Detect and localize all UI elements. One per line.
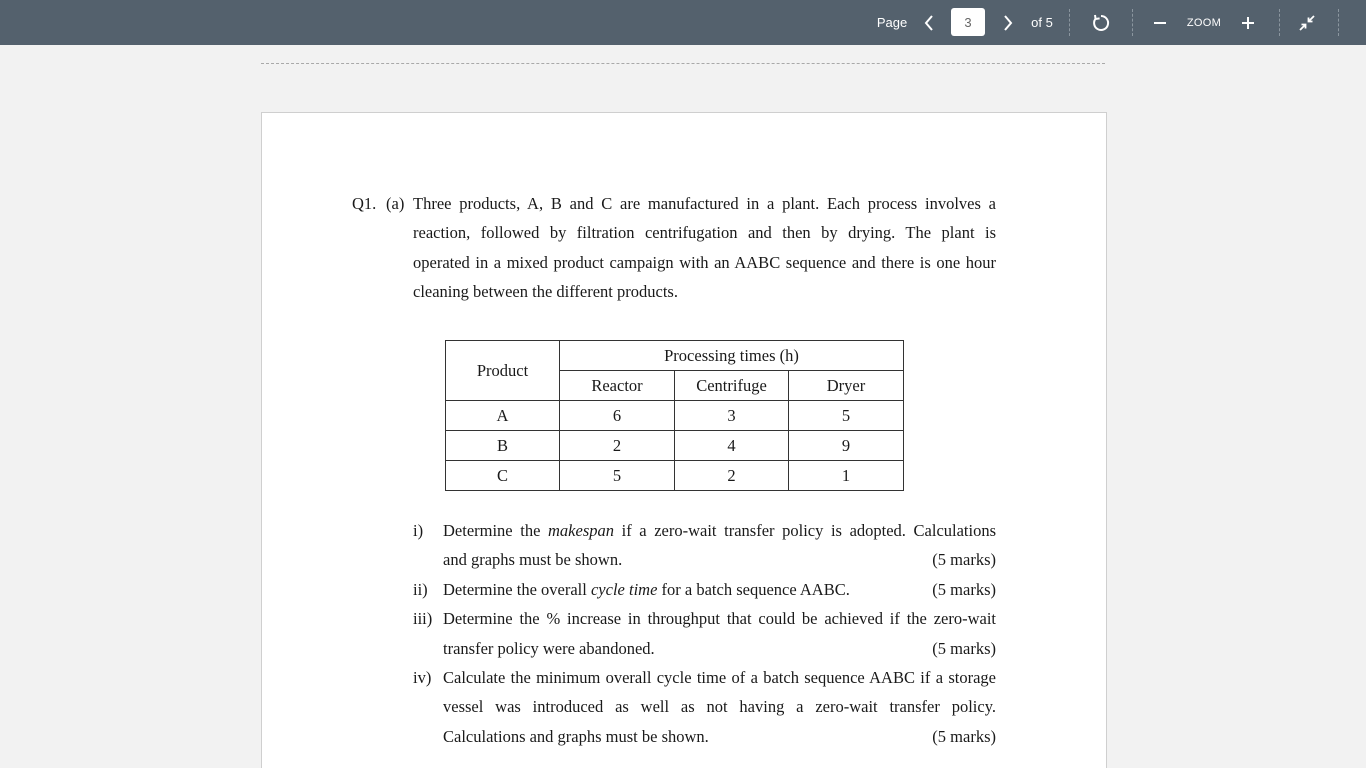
intro-line-3: operated in a mixed product campaign with an AABC sequence and there is one hour	[413, 253, 996, 272]
table-cell: 5	[789, 401, 904, 431]
question-number: Q1.	[352, 194, 377, 213]
product-header: Product	[446, 341, 560, 401]
subquestion-iii-line-1: Determine the % increase in throughput that could be achieved if the zero-wait	[443, 609, 996, 628]
column-header-reactor: Reactor	[560, 371, 675, 401]
table-cell: 4	[675, 431, 789, 461]
processing-times-table	[445, 340, 904, 491]
table-row	[446, 431, 904, 461]
toolbar-divider	[1279, 9, 1280, 36]
subquestion-ii-marks: (5 marks)	[932, 580, 996, 599]
subquestion-i-label: i)	[413, 521, 424, 540]
plus-icon	[1241, 16, 1255, 30]
exit-fullscreen-button[interactable]	[1295, 0, 1319, 45]
zoom-out-button[interactable]	[1150, 0, 1170, 45]
toolbar-divider	[1132, 9, 1133, 36]
subquestion-i-marks: (5 marks)	[932, 550, 996, 569]
table-cell: 6	[560, 401, 675, 431]
table-cell: 9	[789, 431, 904, 461]
subquestion-iv-label: iv)	[413, 668, 432, 687]
collapse-icon	[1298, 14, 1316, 32]
subquestion-iv-line-3: Calculations and graphs must be shown.	[443, 727, 709, 746]
subquestion-i-line-2: and graphs must be shown.	[443, 550, 623, 569]
page-number-input[interactable]	[951, 8, 985, 36]
viewer-toolbar	[0, 0, 1366, 45]
rotate-button[interactable]	[1088, 0, 1114, 45]
intro-line-2: reaction, followed by filtration centrifugation and then by drying. The plant is	[413, 223, 996, 242]
column-header-centrifuge: Centrifuge	[675, 371, 789, 401]
table-cell: A	[446, 401, 560, 431]
toolbar-divider	[1069, 9, 1070, 36]
subquestion-iii-label: iii)	[413, 609, 433, 628]
intro-line-4: cleaning between the different products.	[413, 282, 678, 301]
subquestion-iv-line-1: Calculate the minimum overall cycle time of a batch sequence AABC if a storage	[443, 668, 996, 687]
table-cell: 1	[789, 461, 904, 491]
intro-line-1: Three products, A, B and C are manufactured in a plant. Each process involves a	[413, 194, 996, 213]
table-row	[446, 401, 904, 431]
page-total: of 5	[1031, 15, 1053, 30]
subquestion-i-line-1: Determine the makespan if a zero-wait transfer policy is adopted. Calculations	[443, 521, 997, 540]
column-header-dryer: Dryer	[789, 371, 904, 401]
table-cell: B	[446, 431, 560, 461]
subquestion-ii-label: ii)	[413, 580, 428, 599]
page-break-line	[261, 63, 1105, 64]
previous-page-button[interactable]	[917, 0, 941, 45]
chevron-right-icon	[1002, 14, 1014, 32]
subquestion-iii-line-2: transfer policy were abandoned.	[443, 639, 655, 658]
toolbar-divider	[1338, 9, 1339, 36]
subquestion-iv-line-2: vessel was introduced as well as not having a zero-wait transfer policy.	[443, 697, 996, 716]
table-cell: 3	[675, 401, 789, 431]
table-cell: 2	[560, 431, 675, 461]
table-cell: 5	[560, 461, 675, 491]
processing-times-header: Processing times (h)	[560, 341, 904, 371]
question-part: (a)	[386, 194, 405, 213]
table-row	[446, 461, 904, 491]
rotate-icon	[1091, 13, 1111, 33]
minus-icon	[1153, 16, 1167, 30]
zoom-in-button[interactable]	[1238, 0, 1258, 45]
chevron-left-icon	[923, 14, 935, 32]
next-page-button[interactable]	[996, 0, 1020, 45]
subquestion-ii-line-1: Determine the overall cycle time for a batch sequence AABC.	[443, 580, 850, 599]
page-label: Page	[876, 15, 908, 30]
subquestion-iv-marks: (5 marks)	[932, 727, 996, 746]
table-cell: C	[446, 461, 560, 491]
table-cell: 2	[675, 461, 789, 491]
subquestion-iii-marks: (5 marks)	[932, 639, 996, 658]
zoom-label: ZOOM	[1186, 16, 1222, 29]
